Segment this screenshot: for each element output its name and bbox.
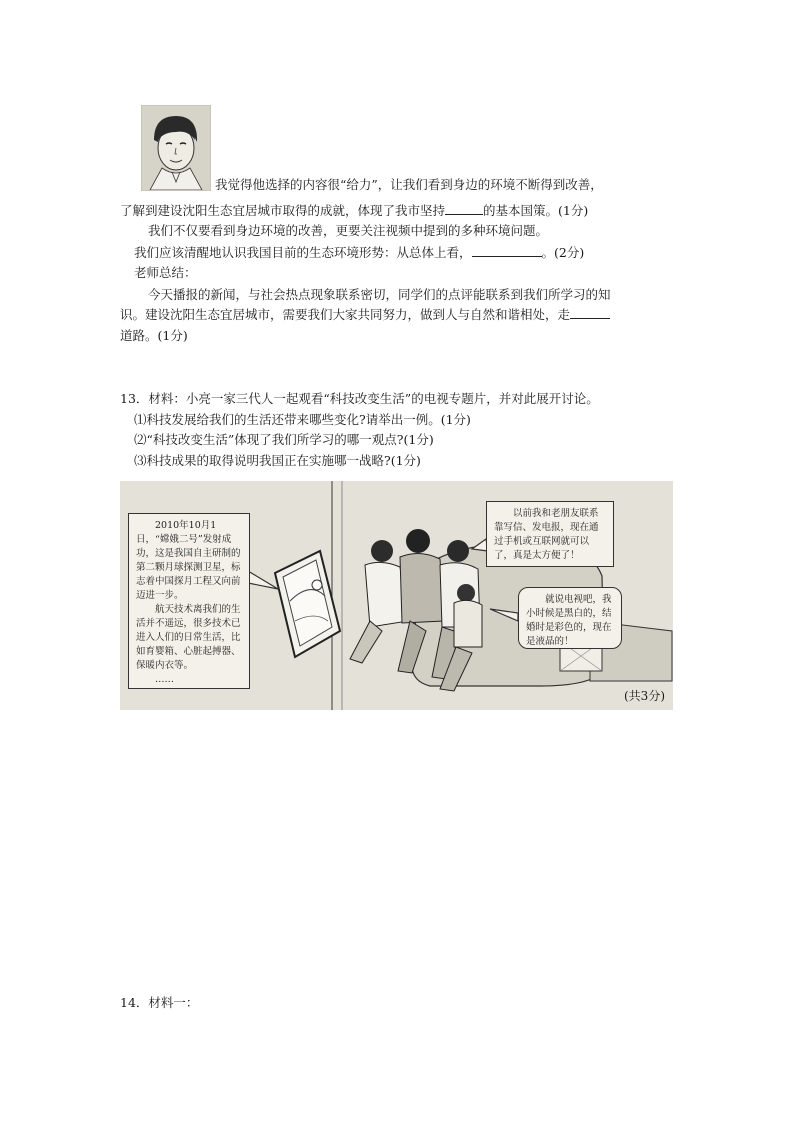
q13-sub-question-1: ⑴科技发展给我们的生活还带来哪些变化?请举出一例。(1分) xyxy=(134,412,471,427)
answer-blank-situation[interactable] xyxy=(472,244,542,257)
tv-caption-ellipsis: …… xyxy=(155,674,174,685)
q13-stem: 13．材料：小亮一家三代人一起观看“科技改变生活”的电视专题片，并对此展开讨论。 xyxy=(120,391,599,406)
intro-line-2-text-a: 了解到建设沈阳生态宜居城市取得的成就，体现了我市坚持 xyxy=(120,203,446,218)
dad-speech-text: 就说电视吧，我小时候是黑白的，结婚时是彩色的，现在是液晶的！ xyxy=(526,594,612,647)
intro-line-3: 我们不仅要看到身边环境的改善，更要关注视频中提到的多种环境问题。 xyxy=(148,223,549,238)
grandpa-speech-text: 以前我和老朋友联系靠写信、发电报，现在通过手机或互联网就可以了，真是太方便了！ xyxy=(494,508,599,561)
summary-line-3: 道路。(1分) xyxy=(120,328,188,343)
intro-line-2 xyxy=(120,202,588,220)
student-face-illustration xyxy=(142,106,210,190)
intro-line-4-text-a: 我们应该清醒地认识我国目前的生态环境形势：从总体上看， xyxy=(134,245,472,260)
intro-line-4 xyxy=(134,244,584,262)
dad-speech-bubble xyxy=(518,587,622,649)
answer-blank-policy[interactable] xyxy=(445,202,483,215)
family-tv-comic xyxy=(120,481,673,710)
q13-sub-question-2: ⑵“科技改变生活”体现了我们所学习的哪一观点?(1分) xyxy=(134,432,434,447)
tv-news-caption-bubble xyxy=(128,513,250,689)
intro-line-2-text-b: 的基本国策。(1分) xyxy=(483,203,589,218)
intro-line-4-text-b: 。(2分) xyxy=(541,245,585,260)
summary-line-2 xyxy=(120,306,610,324)
tv-caption-paragraph-2: 航天技术离我们的生活并不遥远，很多技术已进入人们的日常生活，比如育婴箱、心脏起搏器、保暖内衣等。 xyxy=(136,604,241,671)
teacher-summary-label: 老师总结： xyxy=(134,265,197,280)
intro-line-1: 我觉得他选择的内容很“给力”，让我们看到身边的环境不断得到改善， xyxy=(215,177,603,192)
summary-line-1: 今天播报的新闻，与社会热点现象联系密切，同学们的点评能联系到我们所学习的知 xyxy=(148,287,611,302)
tv-caption-paragraph-1: 2010年10月1日，“嫦娥二号”发射成功，这是我国自主研制的第二颗月球探测卫星，标志着中国探月工程又向前迈进一步。 xyxy=(136,520,241,601)
summary-line-2-text: 识。建设沈阳生态宜居城市，需要我们大家共同努力，做到人与自然和谐相处，走 xyxy=(120,307,571,322)
q13-sub-question-3: ⑶科技成果的取得说明我国正在实施哪一战略?(1分) xyxy=(134,453,421,468)
comic-score-label: (共3分) xyxy=(624,689,665,703)
q14-stem: 14．材料一： xyxy=(120,995,199,1010)
student-portrait xyxy=(141,105,211,191)
answer-blank-road[interactable] xyxy=(570,306,610,319)
grandpa-speech-bubble xyxy=(486,501,614,567)
